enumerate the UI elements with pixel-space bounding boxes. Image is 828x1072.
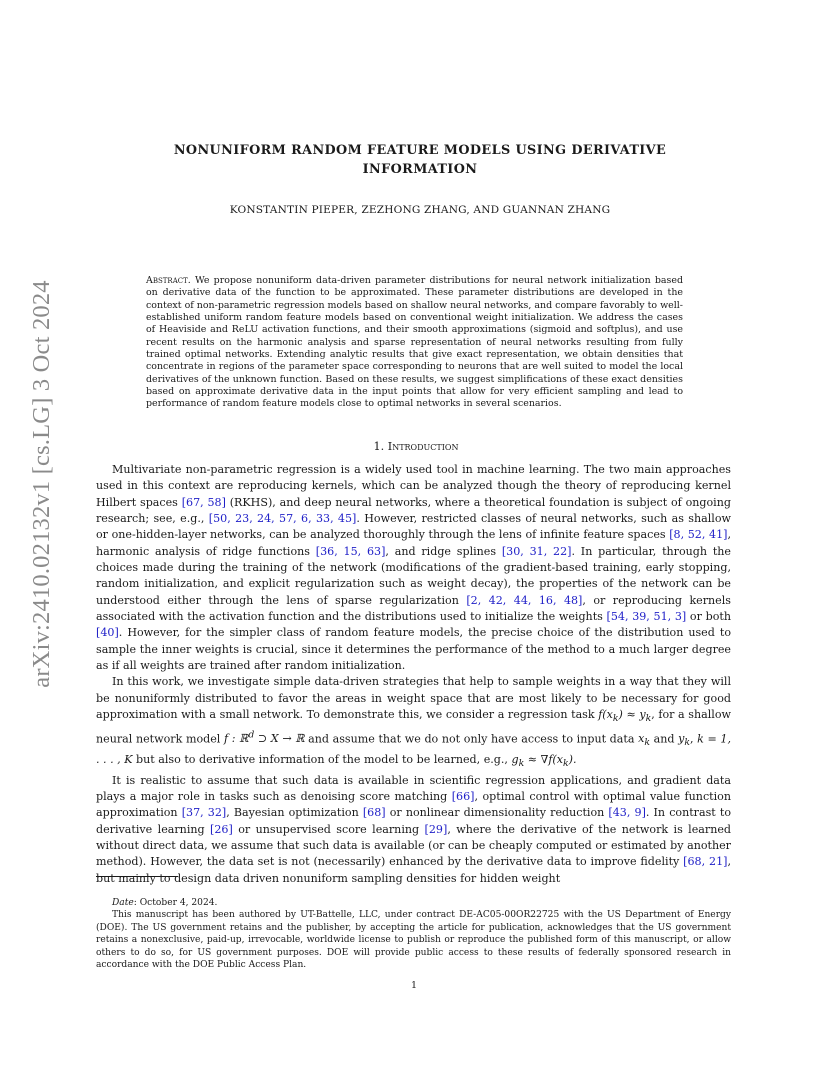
text-run: , and ridge splines [385, 544, 502, 558]
citation-link[interactable]: [36, 15, 63] [315, 544, 386, 558]
citation-link[interactable]: [30, 31, 22] [501, 544, 572, 558]
text-run: but also to derivative information of the model to be learned, e.g., [132, 752, 512, 766]
citation-link[interactable]: [66] [451, 789, 475, 803]
author-list: KONSTANTIN PIEPER, ZEZHONG ZHANG, AND GUANNAN ZHANG [229, 204, 611, 216]
abstract-text: We propose nonuniform data-driven parameter distributions for neural network initialization based on derivative data of the function to be approximated. These parameter distributions are developed in the context of non-parametric regression models based on shallow neural networks, and compare favorably to well-established uniform random feature models based on conventional weight initialization. We address the cases of Heaviside and ReLU activation functions, and their smooth approximations (sigmoid and softplus), and use recent results on the harmonic analysis and sparse representation of neural networks resulting from fully trained optimal networks. Extending analytic results that give exact representation, we obtain densities that concentrate in regions of the parameter space corresponding to neurons that are well suited to model the local derivatives of the unknown function. Based on these results, we suggest simplifications of these exact densities based on approximate derivative data in the input points that allow for very efficient sampling and lead to performance of random feature models close to optimal networks in several scenarios. [146, 275, 684, 410]
math-expression: $x_k$ [638, 732, 650, 749]
citation-link[interactable]: [54, 39, 51, 3] [606, 610, 687, 624]
text-run: . However, restricted classes of neural networks, such as shallow or one-hidden-layer networks, can be analyzed thoroughly through the lens of infinite feature spaces [96, 512, 731, 542]
citation-link[interactable]: [68, 21] [683, 855, 728, 869]
math-expression: f : ℝ$^d$ ⊃ X → ℝ [224, 729, 305, 746]
math-expression: k = 1, . . . , K [96, 732, 731, 766]
citation-link[interactable]: [43, 9] [608, 806, 646, 820]
paragraph-1 [96, 462, 731, 674]
date-label: Date [112, 898, 134, 908]
section-title: Introduction [387, 440, 459, 453]
footnotes [96, 897, 731, 971]
text-run: , but mainly to design data driven nonuniform sampling densities for hidden weight [96, 855, 731, 885]
text-run: . However, for the simpler class of random feature models, the precise choice of the distribution used to sample the inner weights is crucial, since it determines the performance of the method to a much larger degree as if all weights are trained after random initialization. [96, 626, 731, 673]
text-run: , [689, 732, 698, 746]
citation-link[interactable]: [2, 42, 44, 16, 48] [466, 593, 583, 607]
text-run: It is realistic to assume that such data is available in scientific regression applications, and gradient data plays a major role in tasks such as denoising score matching [96, 773, 731, 803]
paragraph-2 [96, 674, 731, 772]
citation-link[interactable]: [26] [210, 822, 233, 836]
footnote-divider [96, 876, 178, 877]
title-line-2: INFORMATION [362, 162, 478, 177]
title-line-1: NONUNIFORM RANDOM FEATURE MODELS USING DERIVATIVE [173, 143, 667, 158]
math-expression: $f(x_k) \approx y_k$ [598, 708, 652, 725]
text-run: and [649, 732, 679, 746]
citation-link[interactable]: [40] [96, 626, 119, 640]
footnote-date [96, 897, 731, 909]
text-run: or nonlinear dimensionality reduction [385, 806, 609, 820]
text-run: , optimal control with optimal value function approximation [96, 789, 731, 820]
citation-link[interactable]: [67, 58] [181, 495, 226, 509]
date-value: : October 4, 2024. [133, 898, 218, 908]
footnote-notice: This manuscript has been authored by UT-Battelle, LLC, under contract DE-AC05-00OR22725 with the US Department of Energy (DOE). The US government retains and the publisher, by accepting the article for publication, acknowledges that the US government retains a nonexclusive, paid-up, irrevocable, worldwide license to publish or reproduce the published form of this manuscript, or allow others to do so, for US government purposes. DOE will provide public access to these results of federally sponsored research in accordance with the DOE Public Access Plan. [96, 910, 731, 971]
text-run: , or reproducing kernels associated with the activation function and the distributions used to initialize the weights [96, 593, 731, 624]
text-run: and assume that we do not only have access to input data [304, 732, 639, 746]
text-run: , Bayesian optimization [226, 806, 363, 820]
abstract [146, 275, 683, 411]
citation-link[interactable]: [8, 52, 41] [669, 528, 728, 542]
paragraph-3 [96, 773, 731, 887]
section-number: 1. [373, 440, 385, 453]
text-run: In this work, we investigate simple data-driven strategies that help to sample weights in a way that they will be nonuniformly distributed to favor the areas in weight space that are most likely to be necessary for good approximation with a small network. To demonstrate this, we consider a regression task [96, 675, 731, 722]
arxiv-stamp-text: arXiv:2410.02132v1 [cs.LG] 3 Oct 2024 [28, 280, 55, 688]
section-heading [96, 440, 736, 453]
text-run: Multivariate non-parametric regression is a widely used tool in machine learning. The two main approaches used in this context are reproducing kernels, which can be analyzed though the theory of reproducing kernel Hilbert spaces [96, 463, 731, 509]
page-number: 1 [410, 980, 418, 991]
paper-title [130, 141, 710, 179]
text-run: , harmonic analysis of ridge functions [96, 528, 731, 558]
citation-link[interactable]: [68] [362, 806, 386, 820]
citation-link[interactable]: [29] [424, 822, 448, 836]
citation-link[interactable]: [37, 32] [181, 806, 227, 820]
abstract-label: Abstract. [146, 275, 191, 286]
arxiv-identifier-stamp [22, 280, 62, 688]
body-text [96, 462, 731, 887]
text-run: or unsupervised score learning [232, 822, 425, 836]
text-run: . In contrast to derivative learning [96, 806, 732, 836]
citation-link[interactable]: [50, 23, 24, 57, 6, 33, 45] [208, 512, 357, 526]
text-run: . In particular, through the choices made during the training of the network (modifications of the gradient-based training, early stopping, random initialization, and explicit regularization such as weight decay), the properties of the network can be understood either through the lens of sparse regularization [96, 544, 731, 607]
text-run: (RKHS), and deep neural networks, where a theoretical foundation is subject of ongoing research; see, e.g., [96, 495, 731, 526]
math-expression: $y_k$ [678, 732, 690, 749]
text-run: , for a shallow neural network model [96, 708, 731, 746]
text-run: or both [686, 610, 731, 624]
text-run: , where the derivative of the network is learned without direct data, we assume that such data is available (or can be cheaply computed or estimated by another method). However, the data set is not (necessarily) enhanced by the derivative data to improve fidelity [96, 822, 732, 869]
math-expression: $g_k \approx \nabla f(x_k)$. [511, 752, 577, 770]
